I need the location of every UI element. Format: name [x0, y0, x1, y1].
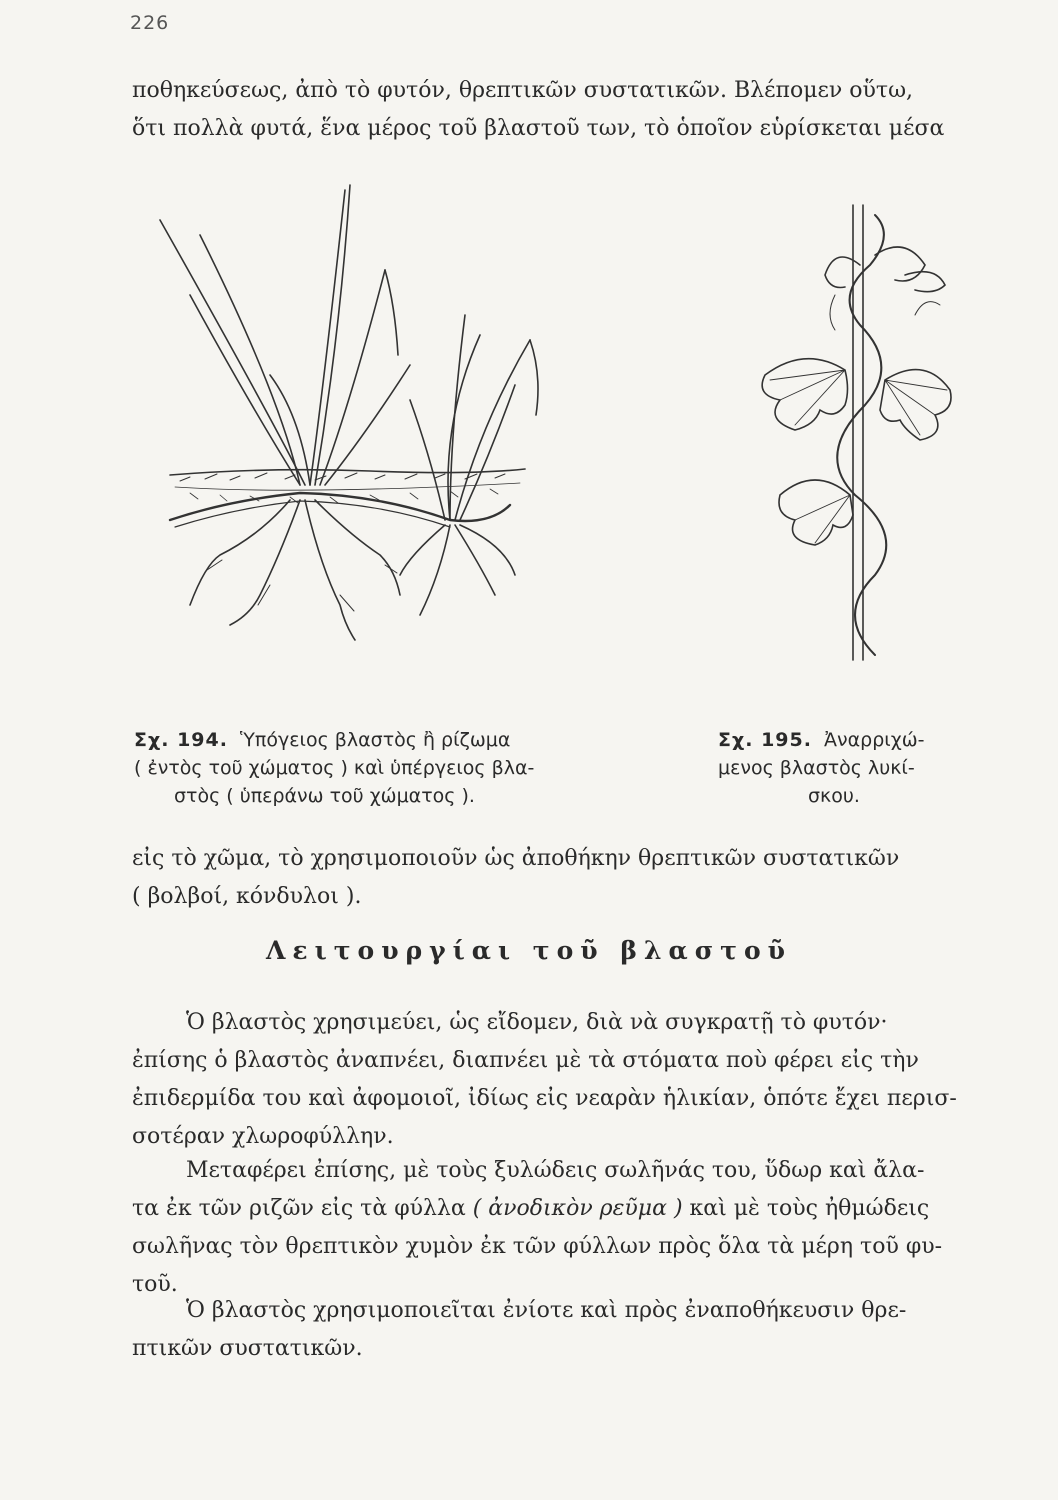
text-line: ἐπιδερμίδα του καὶ ἀφομοιοῖ, ἰδίως εἰς νεαρὰν ἡλικίαν, ὁπότε ἔχει περισ- — [132, 1086, 957, 1111]
page-number: 226 — [130, 12, 170, 34]
figure-194-label: Σχ. 194. — [134, 729, 228, 751]
paragraph-2 — [132, 1152, 990, 1304]
caption-text: Ὑπόγειος βλαστὸς ἢ ρίζωμα — [240, 729, 511, 751]
text-line: εἰς τὸ χῶμα, τὸ χρησιμοποιοῦν ὡς ἀποθήκην θρεπτικῶν συστατικῶν — [132, 846, 900, 871]
text-line: σωλῆνας τὸν θρεπτικὸν χυμὸν ἐκ τῶν φύλλων πρὸς ὅλα τὰ μέρη τοῦ φυ- — [132, 1234, 943, 1259]
figure-194-caption — [134, 726, 534, 810]
text-line — [132, 1190, 990, 1228]
text-fragment: τα ἐκ τῶν ριζῶν εἰς τὰ φύλλα — [132, 1196, 473, 1221]
text-line: Ὁ βλαστὸς χρησιμεύει, ὡς εἴδομεν, διὰ νὰ συγκρατῇ τὸ φυτόν· — [186, 1010, 888, 1035]
text-line: τοῦ. — [132, 1272, 178, 1297]
text-line: Μεταφέρει ἐπίσης, μὲ τοὺς ξυλώδεις σωλῆνάς του, ὕδωρ καὶ ἄλα- — [186, 1158, 925, 1183]
text-line: πτικῶν συστατικῶν. — [132, 1336, 363, 1361]
figure-195-label: Σχ. 195. — [718, 729, 812, 751]
caption-text: ( ἐντὸς τοῦ χώματος ) καὶ ὑπέργειος βλα- — [134, 757, 535, 779]
text-fragment: καὶ μὲ τοὺς ἠθμώδεις — [682, 1196, 930, 1221]
figure-195-caption — [718, 726, 924, 810]
italic-term: ( ἀνοδικὸν ρεῦμα ) — [472, 1196, 683, 1221]
caption-text: στὸς ( ὑπεράνω τοῦ χώματος ). — [174, 785, 475, 807]
paragraph-3 — [132, 1292, 990, 1368]
text-line: ( βολβοί, κόνδυλοι ). — [132, 884, 362, 909]
caption-text: σκου. — [808, 785, 860, 807]
intro-paragraph — [132, 72, 990, 148]
after-figures-paragraph — [132, 840, 990, 916]
text-line: σοτέραν χλωροφύλλην. — [132, 1124, 394, 1149]
text-line: ἐπίσης ὁ βλαστὸς ἀναπνέει, διαπνέει μὲ τὰ στόματα ποὺ φέρει εἰς τὴν — [132, 1048, 919, 1073]
section-heading: Λειτουργίαι τοῦ βλαστοῦ — [266, 936, 792, 965]
text-line: Ὁ βλαστὸς χρησιμοποιεῖται ἐνίοτε καὶ πρὸς ἐναποθήκευσιν θρε- — [186, 1298, 907, 1323]
text-line: ὅτι πολλὰ φυτά, ἕνα μέρος τοῦ βλαστοῦ των, τὸ ὁποῖον εὑρίσκεται μέσα — [132, 116, 945, 141]
paragraph-1 — [132, 1004, 990, 1156]
text-line: ποθηκεύσεως, ἀπὸ τὸ φυτόν, θρεπτικῶν συστατικῶν. Βλέπομεν οὕτω, — [132, 78, 913, 103]
figure-194-rhizome-illustration — [150, 175, 550, 645]
figure-195-climbing-stem-illustration — [735, 195, 965, 665]
caption-text: μενος βλαστὸς λυκί- — [718, 757, 915, 779]
caption-text: Ἀναρριχώ- — [824, 729, 925, 751]
